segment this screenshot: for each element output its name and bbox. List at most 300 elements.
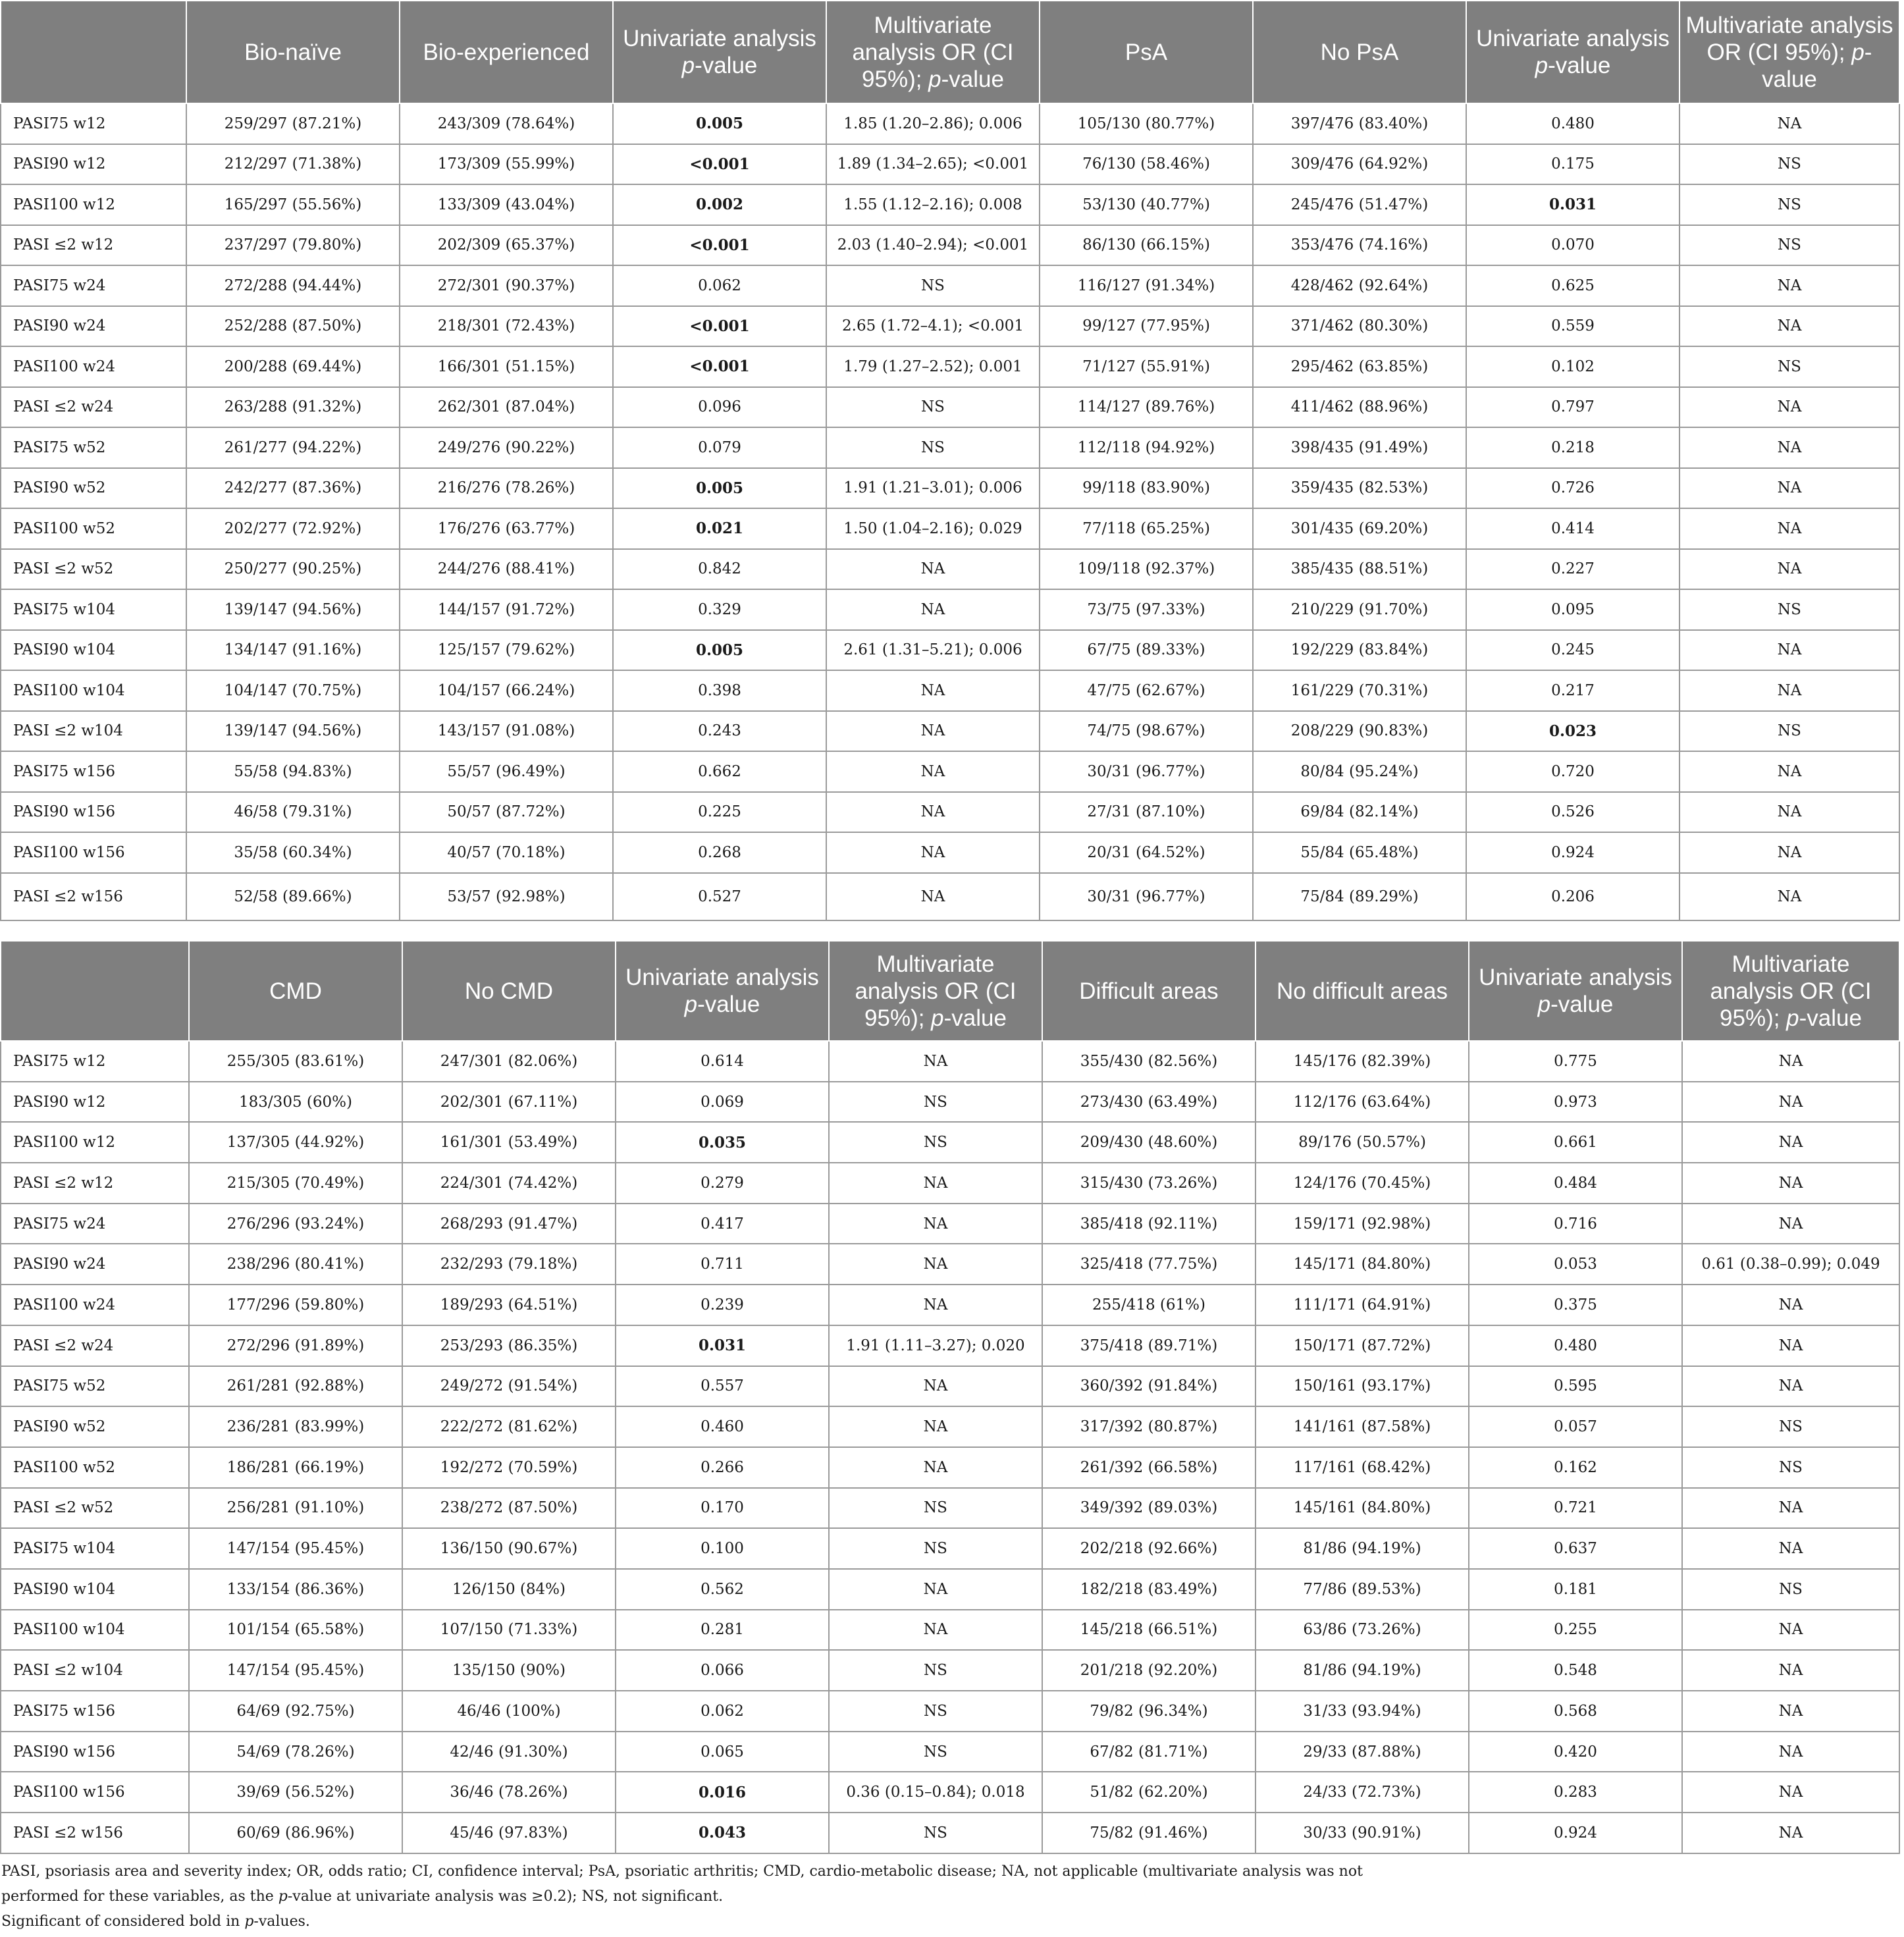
table-cell: 46/46 (100%) [402, 1691, 616, 1732]
table-cell: 137/305 (44.92%) [189, 1122, 402, 1163]
table-cell: 0.079 [613, 427, 826, 468]
table-cell: 255/418 (61%) [1042, 1285, 1256, 1325]
table-row [1, 508, 1899, 549]
table-cell: <0.001 [613, 306, 826, 347]
table-cell: 183/305 (60%) [189, 1082, 402, 1123]
table-cell: 114/127 (89.76%) [1040, 387, 1253, 428]
table-cell: 250/277 (90.25%) [186, 549, 400, 590]
table-cell: 237/297 (79.80%) [186, 225, 400, 266]
row-label: PASI75 w24 [1, 1204, 189, 1244]
table-cell: 349/392 (89.03%) [1042, 1488, 1256, 1529]
table-cell: 0.227 [1466, 549, 1679, 590]
table-cell: 0.005 [613, 468, 826, 509]
table-cell: 0.225 [613, 792, 826, 833]
row-label: PASI90 w12 [1, 1082, 189, 1123]
table-cell: 238/296 (80.41%) [189, 1244, 402, 1285]
table-cell: NA [1679, 468, 1899, 509]
table-cell: 0.557 [616, 1366, 829, 1407]
table-cell: 0.711 [616, 1244, 829, 1285]
table-header-row [1, 1, 1899, 103]
table-cell: 0.053 [1469, 1244, 1682, 1285]
table-cell: NA [829, 1610, 1042, 1651]
row-label: PASI75 w24 [1, 265, 186, 306]
table-cell: 0.281 [616, 1610, 829, 1651]
table-cell: 0.568 [1469, 1691, 1682, 1732]
table-body [1, 1041, 1899, 1853]
table-cell: NS [826, 265, 1040, 306]
row-label: PASI ≤2 w12 [1, 1163, 189, 1204]
table-cell: 0.720 [1466, 751, 1679, 792]
table-cell: NA [829, 1163, 1042, 1204]
table-cell: 0.375 [1469, 1285, 1682, 1325]
table-cell: NA [1679, 387, 1899, 428]
table-cell: 224/301 (74.42%) [402, 1163, 616, 1204]
row-label: PASI ≤2 w52 [1, 1488, 189, 1529]
table-cell: 116/127 (91.34%) [1040, 265, 1253, 306]
table-cell: NS [1679, 589, 1899, 630]
table-cell: 0.005 [613, 103, 826, 144]
table-cell: 76/130 (58.46%) [1040, 144, 1253, 185]
row-label: PASI75 w52 [1, 1366, 189, 1407]
row-label: PASI ≤2 w24 [1, 1325, 189, 1366]
table-row [1, 630, 1899, 671]
row-label: PASI ≤2 w52 [1, 549, 186, 590]
results-table-bio-psa [0, 0, 1900, 921]
table-cell: 0.100 [616, 1528, 829, 1569]
table-cell: 0.065 [616, 1732, 829, 1772]
table-cell: 0.096 [613, 387, 826, 428]
table-cell: 222/272 (81.62%) [402, 1406, 616, 1447]
table-cell: 60/69 (86.96%) [189, 1813, 402, 1853]
table-cell: NA [1679, 873, 1899, 920]
table-row [1, 1569, 1899, 1610]
table-row [1, 792, 1899, 833]
table-cell: 259/297 (87.21%) [186, 103, 400, 144]
table-cell: 2.03 (1.40–2.94); <0.001 [826, 225, 1040, 266]
table-cell: 295/462 (63.85%) [1253, 346, 1466, 387]
table-cell: 244/276 (88.41%) [400, 549, 613, 590]
column-header: No PsA [1253, 1, 1466, 103]
column-header: CMD [189, 941, 402, 1041]
table-cell: 0.245 [1466, 630, 1679, 671]
row-label: PASI75 w52 [1, 427, 186, 468]
table-cell: 145/161 (84.80%) [1256, 1488, 1469, 1529]
row-label: PASI ≤2 w104 [1, 711, 186, 752]
results-table-cmd-areas [0, 940, 1900, 1854]
table-cell: NA [1682, 1285, 1899, 1325]
table-cell: NS [826, 427, 1040, 468]
table-cell: 0.066 [616, 1650, 829, 1691]
table-cell: 0.102 [1466, 346, 1679, 387]
table-cell: NS [826, 387, 1040, 428]
table-cell: NA [1682, 1732, 1899, 1772]
table-cell: 73/75 (97.33%) [1040, 589, 1253, 630]
row-label: PASI ≤2 w156 [1, 1813, 189, 1853]
table-cell: 253/293 (86.35%) [402, 1325, 616, 1366]
table-cell: NS [829, 1488, 1042, 1529]
table-cell: 0.595 [1469, 1366, 1682, 1407]
column-header: Multivariate analysis OR (CI 95%); p-value [1679, 1, 1899, 103]
table-cell: 0.283 [1469, 1772, 1682, 1813]
table-cell: 0.721 [1469, 1488, 1682, 1529]
table-cell: 112/118 (94.92%) [1040, 427, 1253, 468]
table-cell: 238/272 (87.50%) [402, 1488, 616, 1529]
table-cell: 245/476 (51.47%) [1253, 184, 1466, 225]
table-row [1, 468, 1899, 509]
row-label: PASI90 w104 [1, 1569, 189, 1610]
table-cell: NA [1682, 1204, 1899, 1244]
table-row [1, 1610, 1899, 1651]
row-label: PASI75 w156 [1, 751, 186, 792]
table-cell: 150/161 (93.17%) [1256, 1366, 1469, 1407]
table-cell: 150/171 (87.72%) [1256, 1325, 1469, 1366]
table-row [1, 427, 1899, 468]
table-cell: NA [1682, 1528, 1899, 1569]
footnote-abbreviations: PASI, psoriasis area and severity index; OR, odds ratio; CI, confidence interval; PsA, psoriatic arthritis; CMD, cardio-metabolic disease; NA, not applicable (multivariate analysis was not [1, 1863, 1363, 1880]
table-row [1, 1366, 1899, 1407]
column-header: No CMD [402, 941, 616, 1041]
table-cell: 353/476 (74.16%) [1253, 225, 1466, 266]
table-cell: 1.91 (1.21–3.01); 0.006 [826, 468, 1040, 509]
table-cell: NA [1679, 670, 1899, 711]
table-cell: 101/154 (65.58%) [189, 1610, 402, 1651]
row-label: PASI75 w156 [1, 1691, 189, 1732]
table-cell: NA [826, 873, 1040, 920]
table-cell: 0.175 [1466, 144, 1679, 185]
table-row [1, 1122, 1899, 1163]
table-cell: 2.65 (1.72–4.1); <0.001 [826, 306, 1040, 347]
table-cell: NA [1679, 103, 1899, 144]
table-cell: 36/46 (78.26%) [402, 1772, 616, 1813]
table-row [1, 1528, 1899, 1569]
table-cell: 0.398 [613, 670, 826, 711]
table-cell: 360/392 (91.84%) [1042, 1366, 1256, 1407]
row-label: PASI75 w104 [1, 589, 186, 630]
table-cell: 0.526 [1466, 792, 1679, 833]
table-cell: 0.460 [616, 1406, 829, 1447]
table-cell: NS [1682, 1406, 1899, 1447]
table-cell: 216/276 (78.26%) [400, 468, 613, 509]
table-cell: 0.035 [616, 1122, 829, 1163]
table-cell: 50/57 (87.72%) [400, 792, 613, 833]
table-cell: 0.637 [1469, 1528, 1682, 1569]
table-header-row [1, 941, 1899, 1041]
table-cell: 262/301 (87.04%) [400, 387, 613, 428]
table-cell: 145/171 (84.80%) [1256, 1244, 1469, 1285]
table-cell: 52/58 (89.66%) [186, 873, 400, 920]
table-cell: 192/272 (70.59%) [402, 1447, 616, 1488]
row-label: PASI90 w12 [1, 144, 186, 185]
table-cell: 359/435 (82.53%) [1253, 468, 1466, 509]
table-cell: 0.162 [1469, 1447, 1682, 1488]
table-cell: 135/150 (90%) [402, 1650, 616, 1691]
table-row [1, 306, 1899, 347]
table-cell: 0.217 [1466, 670, 1679, 711]
table-cell: 0.016 [616, 1772, 829, 1813]
table-cell: 0.625 [1466, 265, 1679, 306]
table-cell: 0.484 [1469, 1163, 1682, 1204]
column-header: Multivariate analysis OR (CI 95%); p-value [1682, 941, 1899, 1041]
row-label: PASI100 w156 [1, 1772, 189, 1813]
table-cell: 0.243 [613, 711, 826, 752]
column-header: Bio-naïve [186, 1, 400, 103]
table-cell: 27/31 (87.10%) [1040, 792, 1253, 833]
table-row [1, 670, 1899, 711]
table-cell: 74/75 (98.67%) [1040, 711, 1253, 752]
table-cell: 272/288 (94.44%) [186, 265, 400, 306]
table-cell: 35/58 (60.34%) [186, 832, 400, 873]
table-cell: 325/418 (77.75%) [1042, 1244, 1256, 1285]
table-cell: NA [829, 1244, 1042, 1285]
table-cell: 104/157 (66.24%) [400, 670, 613, 711]
table-cell: 0.181 [1469, 1569, 1682, 1610]
table-cell: 0.255 [1469, 1610, 1682, 1651]
table-cell: 261/392 (66.58%) [1042, 1447, 1256, 1488]
table-cell: 42/46 (91.30%) [402, 1732, 616, 1772]
footnote-bold-note: Significant of considered bold in p-values. [1, 1913, 310, 1930]
table-cell: NA [829, 1366, 1042, 1407]
row-label: PASI100 w104 [1, 670, 186, 711]
table-cell: 104/147 (70.75%) [186, 670, 400, 711]
table-cell: NA [829, 1569, 1042, 1610]
table-row [1, 589, 1899, 630]
table-cell: 0.095 [1466, 589, 1679, 630]
table-cell: 75/84 (89.29%) [1253, 873, 1466, 920]
table-cell: 125/157 (79.62%) [400, 630, 613, 671]
table-cell: 0.069 [616, 1082, 829, 1123]
table-cell: 63/86 (73.26%) [1256, 1610, 1469, 1651]
table-cell: 86/130 (66.15%) [1040, 225, 1253, 266]
table-cell: 0.414 [1466, 508, 1679, 549]
table-cell: 317/392 (80.87%) [1042, 1406, 1256, 1447]
table-cell: 249/276 (90.22%) [400, 427, 613, 468]
table-cell: NA [1682, 1610, 1899, 1651]
table-cell: NS [829, 1813, 1042, 1853]
table-cell: 272/301 (90.37%) [400, 265, 613, 306]
table-cell: 144/157 (91.72%) [400, 589, 613, 630]
table-cell: 215/305 (70.49%) [189, 1163, 402, 1204]
table-cell: 0.973 [1469, 1082, 1682, 1123]
table-cell: 202/309 (65.37%) [400, 225, 613, 266]
column-header: PsA [1040, 1, 1253, 103]
table-cell: 53/57 (92.98%) [400, 873, 613, 920]
table-cell: NS [829, 1528, 1042, 1569]
table-cell: 1.85 (1.20–2.86); 0.006 [826, 103, 1040, 144]
table-cell: 1.91 (1.11–3.27); 0.020 [829, 1325, 1042, 1366]
table-cell: 55/57 (96.49%) [400, 751, 613, 792]
table-cell: 189/293 (64.51%) [402, 1285, 616, 1325]
table-cell: 0.527 [613, 873, 826, 920]
table-cell: 20/31 (64.52%) [1040, 832, 1253, 873]
table-cell: NS [1679, 144, 1899, 185]
table-cell: 0.239 [616, 1285, 829, 1325]
table-cell: 0.480 [1469, 1325, 1682, 1366]
row-label: PASI90 w156 [1, 1732, 189, 1772]
table-cell: 0.031 [616, 1325, 829, 1366]
table-cell: 79/82 (96.34%) [1042, 1691, 1256, 1732]
table-cell: 263/288 (91.32%) [186, 387, 400, 428]
table-cell: 124/176 (70.45%) [1256, 1163, 1469, 1204]
table-cell: 355/430 (82.56%) [1042, 1041, 1256, 1082]
table-cell: NA [1679, 832, 1899, 873]
table-cell: 161/229 (70.31%) [1253, 670, 1466, 711]
header-corner [1, 1, 186, 103]
table-row [1, 1163, 1899, 1204]
table-cell: NA [826, 549, 1040, 590]
row-label: PASI90 w104 [1, 630, 186, 671]
table-row [1, 1082, 1899, 1123]
table-cell: 371/462 (80.30%) [1253, 306, 1466, 347]
row-label: PASI90 w24 [1, 1244, 189, 1285]
table-row [1, 103, 1899, 144]
table-cell: 133/309 (43.04%) [400, 184, 613, 225]
table-cell: <0.001 [613, 225, 826, 266]
row-label: PASI90 w52 [1, 1406, 189, 1447]
table-cell: 177/296 (59.80%) [189, 1285, 402, 1325]
table-cell: 0.924 [1466, 832, 1679, 873]
table-cell: 64/69 (92.75%) [189, 1691, 402, 1732]
table-row [1, 144, 1899, 185]
table-cell: NA [1679, 549, 1899, 590]
table-cell: 112/176 (63.64%) [1256, 1082, 1469, 1123]
table-cell: NA [826, 792, 1040, 833]
table-cell: NA [1682, 1813, 1899, 1853]
table-row [1, 1244, 1899, 1285]
table-footnotes [1, 1859, 1384, 1934]
row-label: PASI90 w52 [1, 468, 186, 509]
table-cell: 107/150 (71.33%) [402, 1610, 616, 1651]
table-row [1, 1204, 1899, 1244]
table-cell: NA [1679, 306, 1899, 347]
table-cell: <0.001 [613, 346, 826, 387]
table-cell: NS [1682, 1447, 1899, 1488]
table-cell: 0.417 [616, 1204, 829, 1244]
table-cell: 46/58 (79.31%) [186, 792, 400, 833]
table-cell: 40/57 (70.18%) [400, 832, 613, 873]
table-cell: 99/127 (77.95%) [1040, 306, 1253, 347]
table-cell: NA [1682, 1366, 1899, 1407]
table-cell: <0.001 [613, 144, 826, 185]
table-cell: 141/161 (87.58%) [1256, 1406, 1469, 1447]
table-cell: NS [1682, 1569, 1899, 1610]
table-row [1, 1772, 1899, 1813]
row-label: PASI100 w156 [1, 832, 186, 873]
table-row [1, 832, 1899, 873]
row-label: PASI ≤2 w156 [1, 873, 186, 920]
table-cell: 159/171 (92.98%) [1256, 1204, 1469, 1244]
table-cell: 0.070 [1466, 225, 1679, 266]
table-cell: NS [1679, 225, 1899, 266]
table-cell: 0.775 [1469, 1041, 1682, 1082]
table-cell: 126/150 (84%) [402, 1569, 616, 1610]
table-cell: 161/301 (53.49%) [402, 1122, 616, 1163]
table-cell: 0.662 [613, 751, 826, 792]
table-cell: 276/296 (93.24%) [189, 1204, 402, 1244]
table-cell: NA [1679, 427, 1899, 468]
table-cell: NA [829, 1041, 1042, 1082]
column-header: No difficult areas [1256, 941, 1469, 1041]
table-cell: 309/476 (64.92%) [1253, 144, 1466, 185]
table-row [1, 1488, 1899, 1529]
table-cell: 272/296 (91.89%) [189, 1325, 402, 1366]
table-row [1, 751, 1899, 792]
table-cell: 0.716 [1469, 1204, 1682, 1244]
column-header: Multivariate analysis OR (CI 95%); p-value [829, 941, 1042, 1041]
table-cell: 145/176 (82.39%) [1256, 1041, 1469, 1082]
table-cell: NA [829, 1406, 1042, 1447]
table-row [1, 1650, 1899, 1691]
header-corner [1, 941, 189, 1041]
table-cell: 0.797 [1466, 387, 1679, 428]
table-cell: 29/33 (87.88%) [1256, 1732, 1469, 1772]
table-cell: 71/127 (55.91%) [1040, 346, 1253, 387]
column-header: Univariate analysis p-value [1469, 941, 1682, 1041]
table-cell: 0.614 [616, 1041, 829, 1082]
table-cell: 249/272 (91.54%) [402, 1366, 616, 1407]
table-row [1, 1041, 1899, 1082]
table-cell: 252/288 (87.50%) [186, 306, 400, 347]
table-cell: 0.266 [616, 1447, 829, 1488]
table-cell: 209/430 (48.60%) [1042, 1122, 1256, 1163]
table-cell: 411/462 (88.96%) [1253, 387, 1466, 428]
table-cell: 1.89 (1.34–2.65); <0.001 [826, 144, 1040, 185]
table-cell: 202/277 (72.92%) [186, 508, 400, 549]
table-cell: 47/75 (62.67%) [1040, 670, 1253, 711]
row-label: PASI ≤2 w24 [1, 387, 186, 428]
table-cell: 201/218 (92.20%) [1042, 1650, 1256, 1691]
table-cell: 375/418 (89.71%) [1042, 1325, 1256, 1366]
table-cell: 53/130 (40.77%) [1040, 184, 1253, 225]
table-cell: 55/84 (65.48%) [1253, 832, 1466, 873]
table-row [1, 1813, 1899, 1853]
table-row [1, 184, 1899, 225]
table-cell: NA [829, 1204, 1042, 1244]
table-cell: NA [1679, 630, 1899, 671]
table-cell: NA [1682, 1082, 1899, 1123]
table-cell: 136/150 (90.67%) [402, 1528, 616, 1569]
row-label: PASI100 w52 [1, 1447, 189, 1488]
table-cell: NA [1679, 508, 1899, 549]
table-cell: NS [1679, 711, 1899, 752]
table-cell: 273/430 (63.49%) [1042, 1082, 1256, 1123]
row-label: PASI90 w156 [1, 792, 186, 833]
table-cell: 0.002 [613, 184, 826, 225]
table-row [1, 1447, 1899, 1488]
table-cell: 30/31 (96.77%) [1040, 751, 1253, 792]
table-cell: NA [829, 1285, 1042, 1325]
table-cell: 81/86 (94.19%) [1256, 1650, 1469, 1691]
table-cell: 0.170 [616, 1488, 829, 1529]
table-cell: NA [1682, 1163, 1899, 1204]
table-cell: NA [1682, 1325, 1899, 1366]
table-cell: NA [826, 711, 1040, 752]
table-cell: 397/476 (83.40%) [1253, 103, 1466, 144]
table-cell: 117/161 (68.42%) [1256, 1447, 1469, 1488]
table-cell: 200/288 (69.44%) [186, 346, 400, 387]
row-label: PASI ≤2 w12 [1, 225, 186, 266]
table-row [1, 1406, 1899, 1447]
table-cell: 202/301 (67.11%) [402, 1082, 616, 1123]
row-label: PASI ≤2 w104 [1, 1650, 189, 1691]
table-cell: 2.61 (1.31–5.21); 0.006 [826, 630, 1040, 671]
row-label: PASI90 w24 [1, 306, 186, 347]
table-cell: 24/33 (72.73%) [1256, 1772, 1469, 1813]
table-cell: 139/147 (94.56%) [186, 589, 400, 630]
table-cell: 268/293 (91.47%) [402, 1204, 616, 1244]
table-cell: 208/229 (90.83%) [1253, 711, 1466, 752]
table-row [1, 387, 1899, 428]
table-cell: 139/147 (94.56%) [186, 711, 400, 752]
